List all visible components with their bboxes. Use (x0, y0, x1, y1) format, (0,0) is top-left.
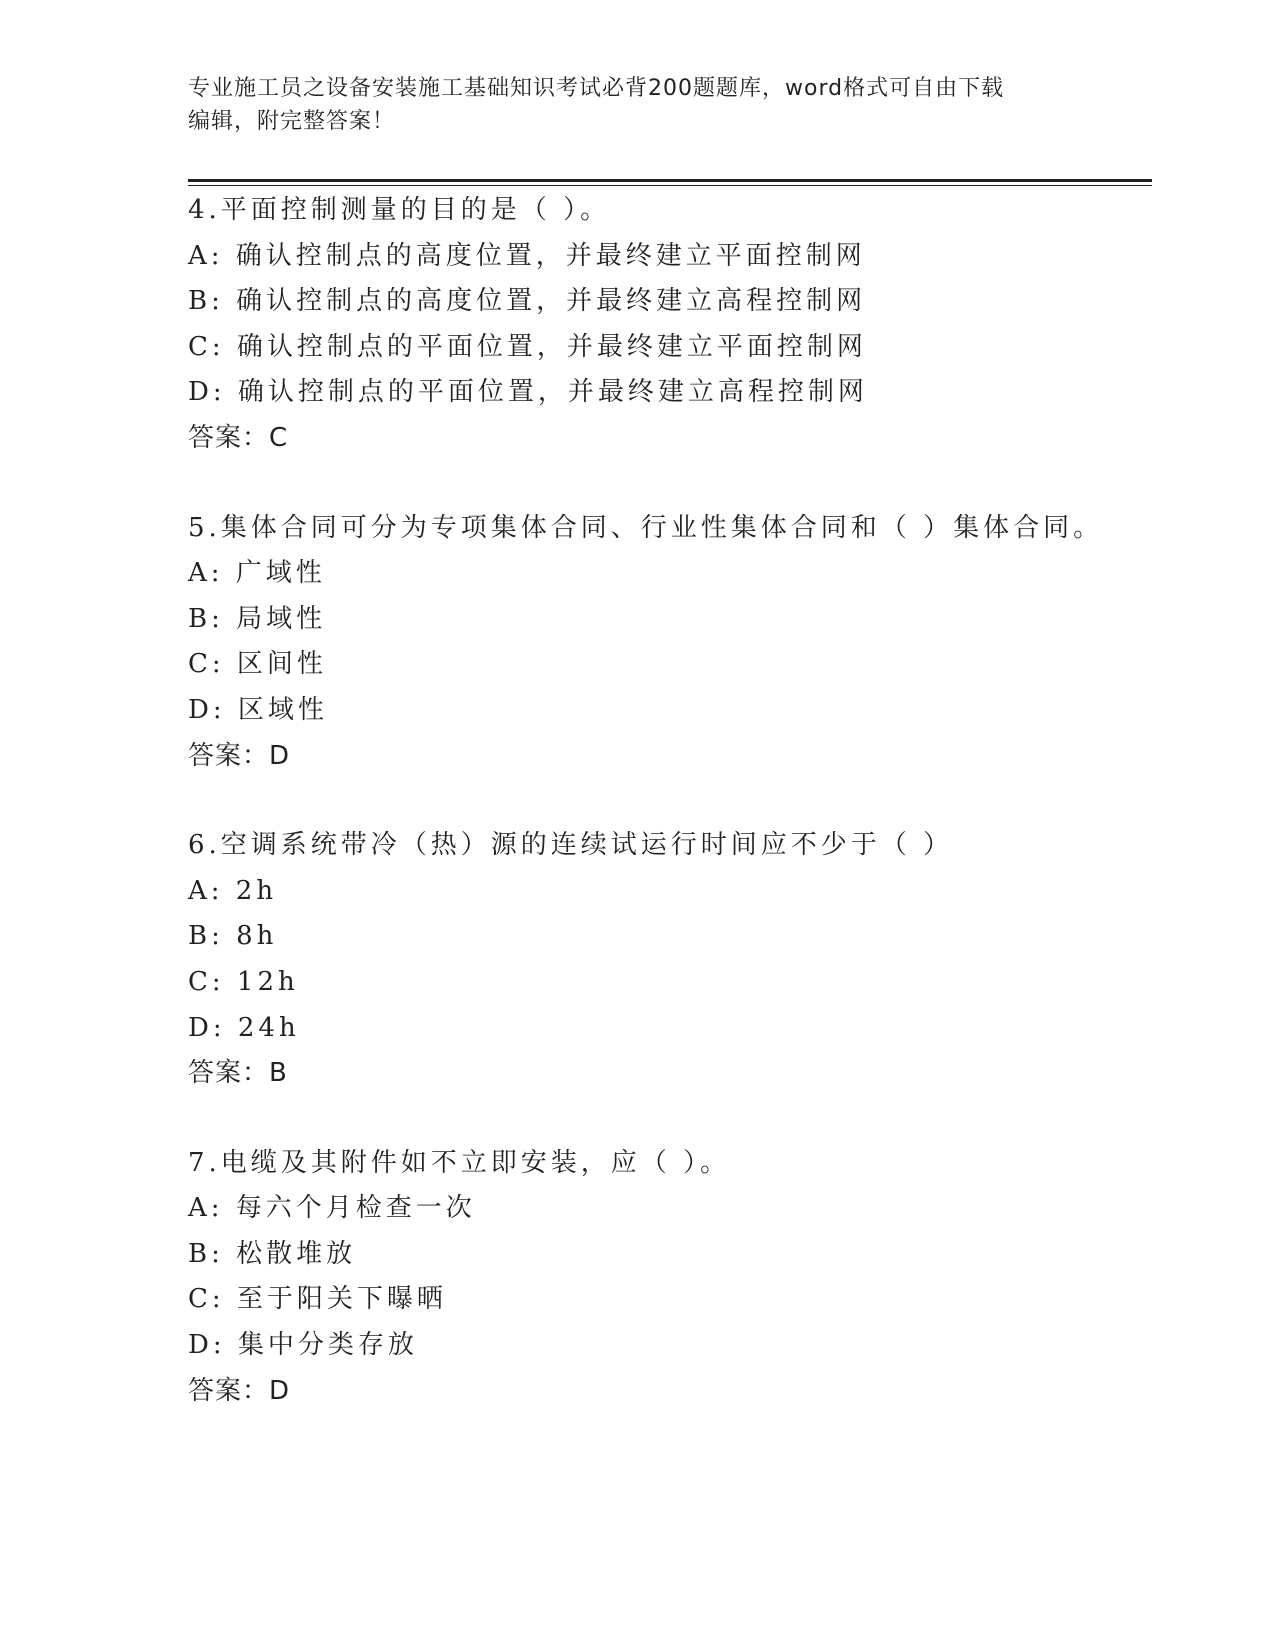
question-stem: 5.集体合同可分为专项集体合同、行业性集体合同和（ ）集体合同。 (188, 512, 1104, 543)
option-a: A: 每六个月检查一次 (188, 1193, 476, 1224)
answer-key: 答案：B (188, 1058, 288, 1089)
question-4 (188, 188, 1148, 462)
option-a: A: 广域性 (188, 558, 326, 589)
header-divider-thin (188, 185, 1152, 186)
header-line-2: 编辑，附完整答案！ (188, 109, 396, 134)
option-a: A: 2h (188, 875, 278, 906)
question-list (188, 188, 1148, 1458)
question-7 (188, 1141, 1148, 1415)
option-b: B: 局域性 (188, 603, 327, 634)
option-c: C: 区间性 (188, 649, 327, 680)
option-a: A: 确认控制点的高度位置，并最终建立平面控制网 (188, 240, 866, 271)
option-b: B: 松散堆放 (188, 1238, 357, 1269)
document-header (188, 72, 1068, 138)
answer-key: 答案：D (188, 1375, 291, 1406)
option-d: D: 区域性 (188, 694, 328, 725)
option-b: B: 8h (188, 921, 278, 952)
option-c: C: 12h (188, 966, 299, 997)
question-stem: 4.平面控制测量的目的是（ ）。 (188, 195, 611, 225)
answer-key: 答案：C (188, 422, 289, 453)
question-stem: 7.电缆及其附件如不立即安装，应（ ）。 (188, 1147, 731, 1178)
option-b: B: 确认控制点的高度位置，并最终建立高程控制网 (188, 286, 867, 317)
question-6 (188, 823, 1148, 1097)
option-c: C: 确认控制点的平面位置，并最终建立平面控制网 (188, 331, 867, 362)
answer-key: 答案：D (188, 740, 291, 771)
option-c: C: 至于阳关下曝晒 (188, 1284, 447, 1315)
question-stem: 6.空调系统带冷（热）源的连续试运行时间应不少于（ ） (188, 830, 954, 861)
option-d: D: 24h (188, 1012, 300, 1043)
question-5 (188, 506, 1148, 780)
option-d: D: 集中分类存放 (188, 1330, 418, 1361)
header-divider-thick (188, 179, 1152, 182)
option-d: D: 确认控制点的平面位置，并最终建立高程控制网 (188, 377, 868, 408)
header-line-1: 专业施工员之设备安装施工基础知识考试必背200题题库，word格式可自由下载 (188, 76, 1005, 101)
